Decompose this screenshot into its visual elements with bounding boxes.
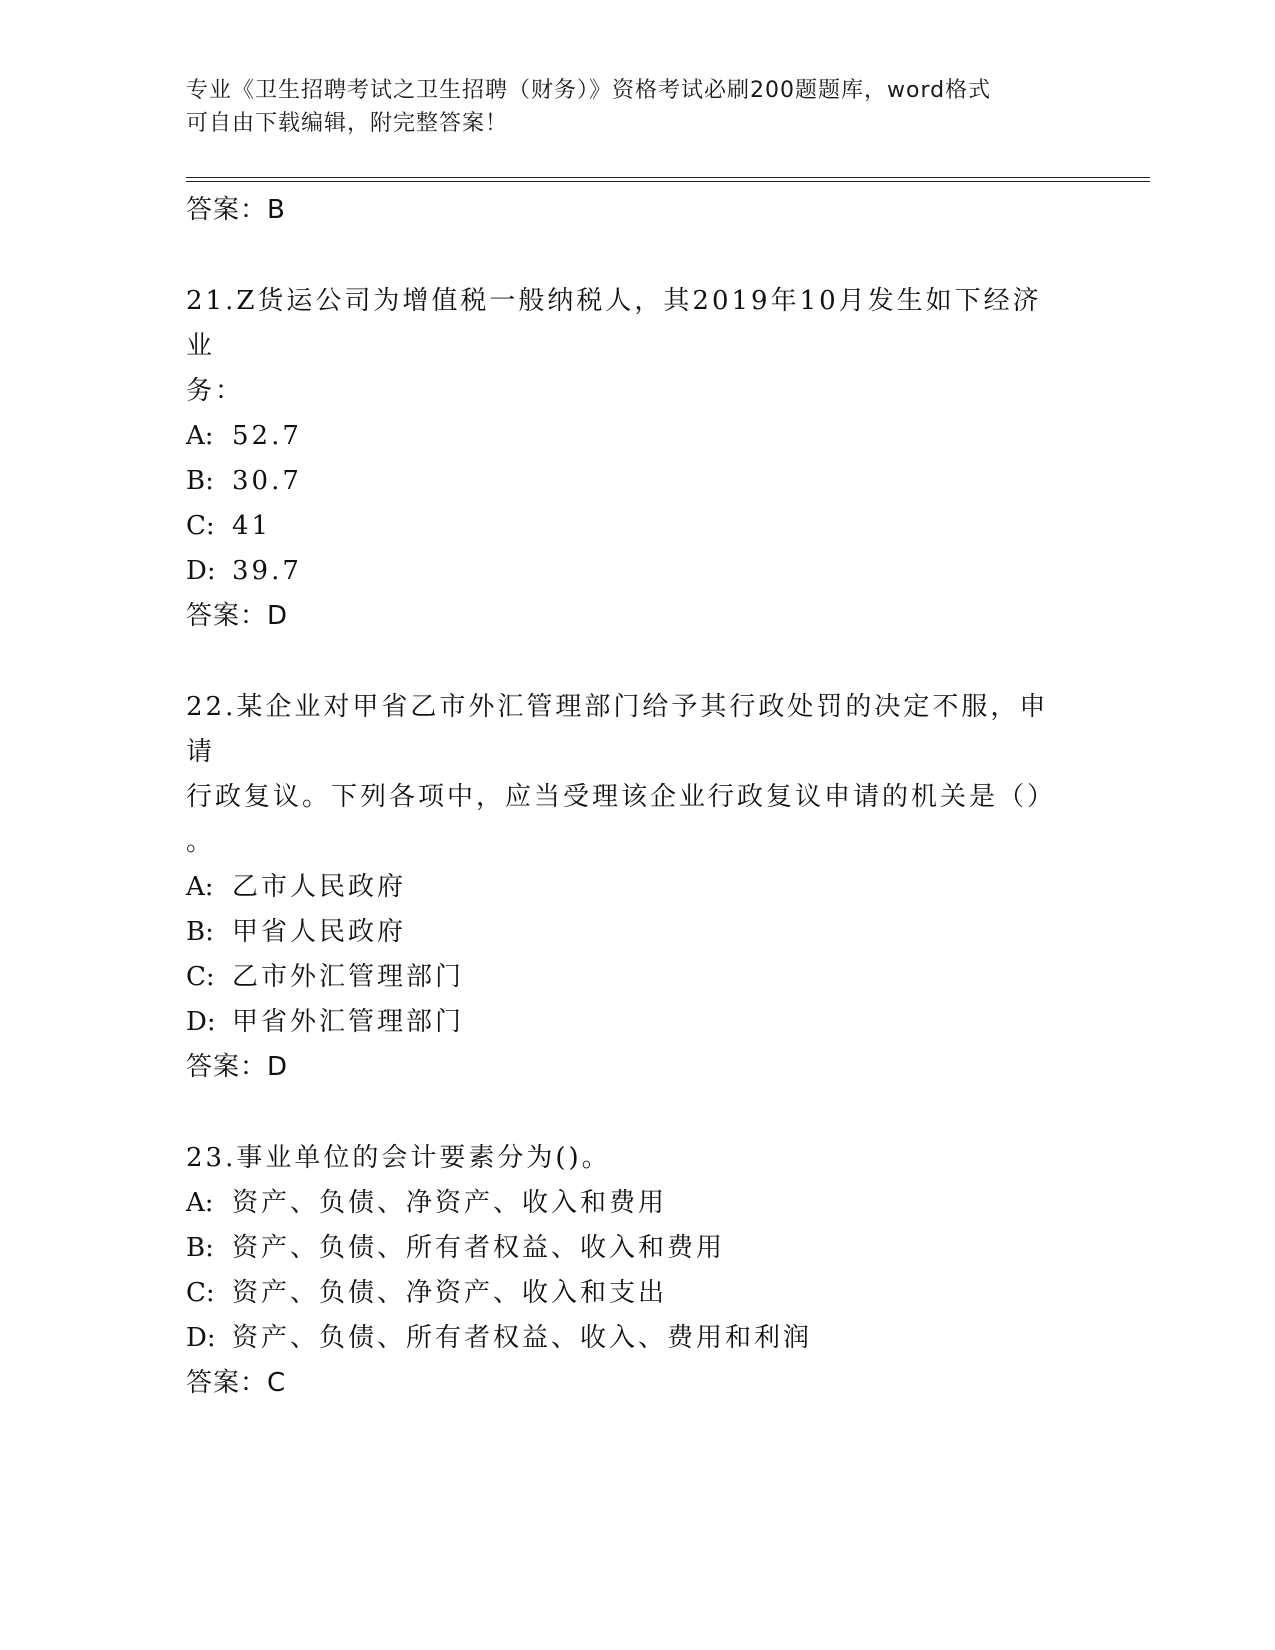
option-letter: A:	[186, 872, 214, 902]
option-letter: A:	[186, 1188, 214, 1218]
option-letter: D:	[186, 1007, 216, 1037]
option-text: 甲省人民政府	[232, 917, 407, 947]
answer: 答案：D	[186, 1052, 289, 1082]
option-a	[186, 865, 1086, 910]
option-a	[186, 414, 1086, 459]
answer: 答案：D	[186, 601, 289, 631]
option-text: 资产、负债、所有者权益、收入、费用和利润	[232, 1323, 813, 1353]
previous-answer: 答案：B	[186, 195, 286, 225]
question-21	[186, 279, 1086, 638]
question-list	[186, 188, 1086, 1405]
question-stem: 23.事业单位的会计要素分为()。	[186, 1143, 611, 1173]
option-c	[186, 1271, 1086, 1316]
option-letter: C:	[186, 962, 215, 992]
question-stem: 22.某企业对甲省乙市外汇管理部门给予其行政处罚的决定不服，申请	[186, 692, 1049, 767]
option-letter: B:	[186, 917, 214, 947]
question-22	[186, 685, 1086, 1089]
option-b	[186, 459, 1086, 504]
question-stem: 21.Z货运公司为增值税一般纳税人，其2019年10月发生如下经济业	[186, 286, 1042, 361]
option-letter: B:	[186, 466, 214, 496]
header-line-2: 可自由下载编辑，附完整答案！	[186, 111, 509, 136]
document-header	[186, 74, 1066, 140]
question-23	[186, 1136, 1086, 1405]
option-b	[186, 1226, 1086, 1271]
option-c	[186, 955, 1086, 1000]
option-text: 39.7	[232, 556, 302, 586]
option-a	[186, 1181, 1086, 1226]
header-divider-top	[186, 177, 1150, 178]
option-text: 甲省外汇管理部门	[232, 1007, 465, 1037]
option-d	[186, 549, 1086, 594]
question-stem-continued: 行政复议。下列各项中，应当受理该企业行政复议申请的机关是（）	[186, 782, 1057, 812]
option-d	[186, 1000, 1086, 1045]
question-stem-continued: 务：	[186, 376, 245, 406]
option-text: 资产、负债、所有者权益、收入和费用	[232, 1233, 726, 1263]
option-letter: B:	[186, 1233, 214, 1263]
option-letter: D:	[186, 556, 216, 586]
option-c	[186, 504, 1086, 549]
option-letter: A:	[186, 421, 214, 451]
answer: 答案：C	[186, 1368, 287, 1398]
option-b	[186, 910, 1086, 955]
header-divider-bottom	[186, 181, 1150, 182]
option-d	[186, 1316, 1086, 1361]
option-letter: C:	[186, 511, 215, 541]
option-text: 52.7	[232, 421, 302, 451]
option-text: 资产、负债、净资产、收入和支出	[232, 1278, 668, 1308]
option-text: 乙市外汇管理部门	[232, 962, 465, 992]
question-stem-end: 。	[186, 827, 216, 857]
option-text: 乙市人民政府	[232, 872, 407, 902]
option-letter: C:	[186, 1278, 215, 1308]
option-letter: D:	[186, 1323, 216, 1353]
option-text: 41	[232, 511, 272, 541]
option-text: 资产、负债、净资产、收入和费用	[232, 1188, 668, 1218]
option-text: 30.7	[232, 466, 302, 496]
header-line-1: 专业《卫生招聘考试之卫生招聘（财务）》资格考试必刷200题题库，word格式	[186, 78, 992, 103]
